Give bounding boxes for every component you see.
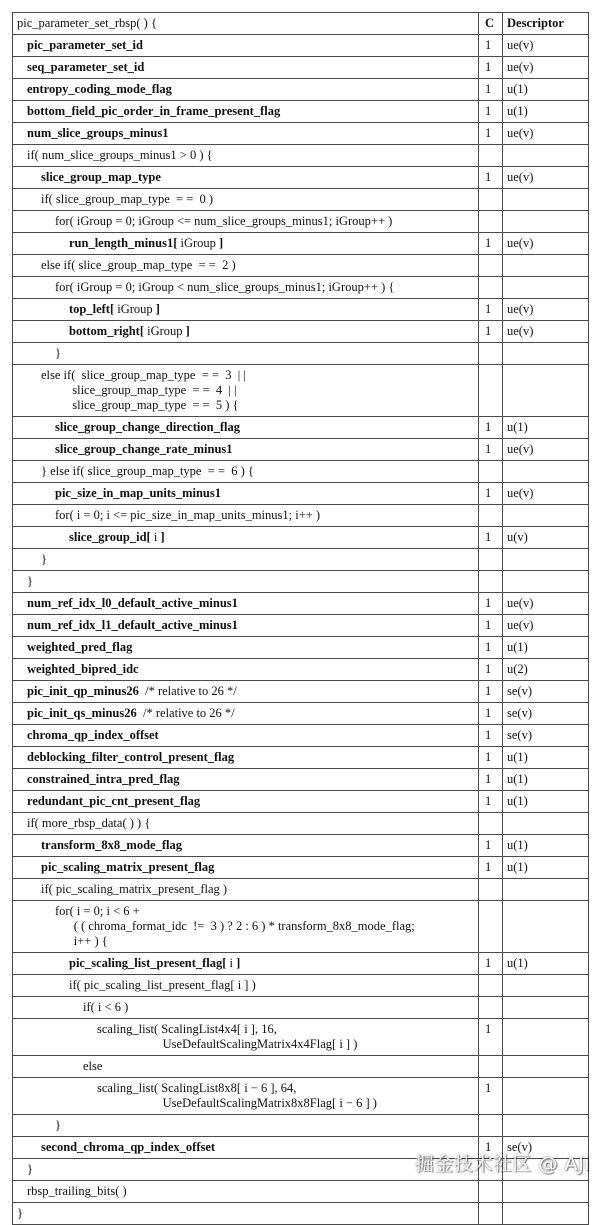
descriptor-cell: u(2) xyxy=(503,659,589,681)
category-cell xyxy=(479,1203,503,1225)
syntax-cell xyxy=(13,879,479,901)
category-cell xyxy=(479,1056,503,1078)
descriptor-cell: se(v) xyxy=(503,681,589,703)
table-row xyxy=(13,255,589,277)
syntax-table xyxy=(12,12,589,1225)
syntax-element-name: weighted_bipred_idc xyxy=(27,662,139,676)
category-cell: 1 xyxy=(479,725,503,747)
category-cell: 1 xyxy=(479,615,503,637)
syntax-element-name: pic_init_qs_minus26 xyxy=(27,706,137,720)
descriptor-cell xyxy=(503,571,589,593)
syntax-element-name: ] xyxy=(155,302,160,316)
descriptor-cell xyxy=(503,1203,589,1225)
table-row xyxy=(13,299,589,321)
descriptor-cell xyxy=(503,813,589,835)
syntax-text: else if( slice_group_map_type = = 3 | | slice_group_map_type = = 4 | | slice_group_map_type = = 5 ) { xyxy=(41,368,246,412)
syntax-text: iGroup xyxy=(144,324,186,338)
syntax-element-name: redundant_pic_cnt_present_flag xyxy=(27,794,201,808)
syntax-element-name: ] xyxy=(185,324,190,338)
syntax-cell xyxy=(13,461,479,483)
category-cell: 1 xyxy=(479,79,503,101)
table-row xyxy=(13,483,589,505)
syntax-cell xyxy=(13,145,479,167)
table-row xyxy=(13,879,589,901)
category-cell xyxy=(479,365,503,417)
table-row xyxy=(13,681,589,703)
table-row xyxy=(13,1019,589,1056)
syntax-text: } xyxy=(55,346,61,360)
descriptor-cell xyxy=(503,255,589,277)
syntax-element-name: pic_scaling_matrix_present_flag xyxy=(41,860,215,874)
descriptor-cell: ue(v) xyxy=(503,167,589,189)
syntax-cell xyxy=(13,747,479,769)
table-row xyxy=(13,593,589,615)
table-row xyxy=(13,549,589,571)
syntax-element-name: ] xyxy=(160,530,165,544)
syntax-cell xyxy=(13,1019,479,1056)
category-cell: 1 xyxy=(479,659,503,681)
descriptor-cell xyxy=(503,1181,589,1203)
syntax-cell xyxy=(13,813,479,835)
syntax-text: for( iGroup = 0; iGroup < num_slice_groups_minus1; iGroup++ ) { xyxy=(55,280,395,294)
table-row xyxy=(13,461,589,483)
descriptor-cell xyxy=(503,975,589,997)
descriptor-cell: u(1) xyxy=(503,637,589,659)
category-cell: 1 xyxy=(479,1019,503,1056)
table-row xyxy=(13,527,589,549)
table-row xyxy=(13,343,589,365)
syntax-element-name: run_length_minus1[ xyxy=(69,236,178,250)
syntax-text: else if( slice_group_map_type = = 2 ) xyxy=(41,258,236,272)
syntax-cell xyxy=(13,439,479,461)
syntax-cell xyxy=(13,211,479,233)
category-cell xyxy=(479,145,503,167)
table-row xyxy=(13,439,589,461)
syntax-element-name: transform_8x8_mode_flag xyxy=(41,838,182,852)
syntax-cell xyxy=(13,79,479,101)
syntax-cell xyxy=(13,299,479,321)
descriptor-cell: ue(v) xyxy=(503,233,589,255)
syntax-text: if( more_rbsp_data( ) ) { xyxy=(27,816,151,830)
syntax-element-name: num_slice_groups_minus1 xyxy=(27,126,169,140)
syntax-text: for( i = 0; i <= pic_size_in_map_units_minus1; i++ ) xyxy=(55,508,321,522)
category-cell: 1 xyxy=(479,703,503,725)
category-cell xyxy=(479,901,503,953)
syntax-text: if( num_slice_groups_minus1 > 0 ) { xyxy=(27,148,213,162)
category-cell: 1 xyxy=(479,593,503,615)
descriptor-cell xyxy=(503,189,589,211)
descriptor-cell xyxy=(503,901,589,953)
syntax-cell xyxy=(13,343,479,365)
table-row xyxy=(13,1115,589,1137)
table-row xyxy=(13,189,589,211)
category-cell: 1 xyxy=(479,321,503,343)
table-row xyxy=(13,1056,589,1078)
table-row xyxy=(13,615,589,637)
descriptor-cell: ue(v) xyxy=(503,483,589,505)
syntax-text: iGroup xyxy=(177,236,220,250)
descriptor-cell: u(1) xyxy=(503,953,589,975)
table-row xyxy=(13,901,589,953)
syntax-cell xyxy=(13,1181,479,1203)
table-row xyxy=(13,1181,589,1203)
syntax-element-name: entropy_coding_mode_flag xyxy=(27,82,172,96)
table-row xyxy=(13,813,589,835)
table-row xyxy=(13,791,589,813)
syntax-cell xyxy=(13,483,479,505)
table-row xyxy=(13,417,589,439)
category-cell: 1 xyxy=(479,417,503,439)
syntax-element-name: bottom_right[ xyxy=(69,324,144,338)
syntax-element-name: weighted_pred_flag xyxy=(27,640,133,654)
category-cell: 1 xyxy=(479,299,503,321)
table-row xyxy=(13,211,589,233)
category-cell xyxy=(479,277,503,299)
table-row xyxy=(13,725,589,747)
descriptor-cell xyxy=(503,879,589,901)
category-cell xyxy=(479,211,503,233)
category-cell: 1 xyxy=(479,483,503,505)
category-cell xyxy=(479,549,503,571)
syntax-cell xyxy=(13,901,479,953)
syntax-text: if( pic_scaling_list_present_flag[ i ] ) xyxy=(69,978,256,992)
table-row xyxy=(13,57,589,79)
syntax-element-name: slice_group_change_direction_flag xyxy=(55,420,240,434)
syntax-element-name: slice_group_map_type xyxy=(41,170,161,184)
header-syntax: pic_parameter_set_rbsp( ) { xyxy=(13,13,479,35)
descriptor-cell xyxy=(503,1078,589,1115)
syntax-cell xyxy=(13,615,479,637)
category-cell: 1 xyxy=(479,637,503,659)
syntax-text: } xyxy=(27,574,33,588)
syntax-text: } xyxy=(55,1118,61,1132)
category-cell: 1 xyxy=(479,769,503,791)
header-c: C xyxy=(479,13,503,35)
descriptor-cell xyxy=(503,1019,589,1056)
syntax-cell xyxy=(13,549,479,571)
table-row xyxy=(13,975,589,997)
table-row xyxy=(13,233,589,255)
syntax-cell xyxy=(13,101,479,123)
table-row xyxy=(13,857,589,879)
table-row xyxy=(13,505,589,527)
descriptor-cell: ue(v) xyxy=(503,321,589,343)
category-cell: 1 xyxy=(479,1137,503,1159)
table-row xyxy=(13,365,589,417)
table-row xyxy=(13,123,589,145)
syntax-cell xyxy=(13,997,479,1019)
syntax-text: if( pic_scaling_matrix_present_flag ) xyxy=(41,882,228,896)
table-body xyxy=(13,13,589,1225)
descriptor-cell: se(v) xyxy=(503,725,589,747)
category-cell xyxy=(479,505,503,527)
category-cell xyxy=(479,879,503,901)
category-cell: 1 xyxy=(479,439,503,461)
descriptor-cell xyxy=(503,505,589,527)
category-cell xyxy=(479,1115,503,1137)
syntax-cell xyxy=(13,769,479,791)
descriptor-cell xyxy=(503,145,589,167)
syntax-element-name: num_ref_idx_l0_default_active_minus1 xyxy=(27,596,238,610)
category-cell: 1 xyxy=(479,953,503,975)
descriptor-cell: ue(v) xyxy=(503,35,589,57)
syntax-element-name: constrained_intra_pred_flag xyxy=(27,772,180,786)
syntax-cell xyxy=(13,57,479,79)
table-row xyxy=(13,571,589,593)
category-cell: 1 xyxy=(479,35,503,57)
category-cell: 1 xyxy=(479,1078,503,1115)
syntax-element-name: pic_parameter_set_id xyxy=(27,38,143,52)
syntax-cell xyxy=(13,255,479,277)
syntax-text: i xyxy=(226,956,237,970)
syntax-text: /* relative to 26 */ xyxy=(136,706,235,720)
category-cell: 1 xyxy=(479,57,503,79)
syntax-cell xyxy=(13,953,479,975)
table-row xyxy=(13,321,589,343)
syntax-text: } xyxy=(27,1162,33,1176)
descriptor-cell: ue(v) xyxy=(503,593,589,615)
table-row xyxy=(13,277,589,299)
syntax-element-name: slice_group_change_rate_minus1 xyxy=(55,442,233,456)
syntax-cell xyxy=(13,1056,479,1078)
descriptor-cell: se(v) xyxy=(503,703,589,725)
descriptor-cell: ue(v) xyxy=(503,615,589,637)
syntax-cell xyxy=(13,505,479,527)
syntax-cell xyxy=(13,791,479,813)
table-row xyxy=(13,637,589,659)
descriptor-cell: ue(v) xyxy=(503,123,589,145)
descriptor-cell xyxy=(503,211,589,233)
syntax-cell xyxy=(13,1115,479,1137)
descriptor-cell xyxy=(503,1115,589,1137)
table-row xyxy=(13,953,589,975)
syntax-cell xyxy=(13,637,479,659)
category-cell: 1 xyxy=(479,681,503,703)
descriptor-cell: u(1) xyxy=(503,791,589,813)
syntax-element-name: ] xyxy=(236,956,241,970)
category-cell: 1 xyxy=(479,791,503,813)
syntax-text: for( i = 0; i < 6 + ( ( chroma_format_idc != 3 ) ? 2 : 6 ) * transform_8x8_mode_flag; i++ ) { xyxy=(55,904,415,948)
syntax-cell xyxy=(13,703,479,725)
syntax-element-name: second_chroma_qp_index_offset xyxy=(41,1140,216,1154)
descriptor-cell: u(1) xyxy=(503,101,589,123)
syntax-text: } xyxy=(17,1206,23,1220)
table-row xyxy=(13,747,589,769)
header-row xyxy=(13,13,589,35)
syntax-cell xyxy=(13,123,479,145)
syntax-cell xyxy=(13,835,479,857)
syntax-element-name: pic_scaling_list_present_flag[ xyxy=(69,956,227,970)
syntax-cell xyxy=(13,277,479,299)
category-cell xyxy=(479,813,503,835)
descriptor-cell xyxy=(503,549,589,571)
table-row xyxy=(13,703,589,725)
descriptor-cell: u(1) xyxy=(503,79,589,101)
syntax-cell xyxy=(13,593,479,615)
syntax-cell xyxy=(13,1203,479,1225)
table-row xyxy=(13,145,589,167)
category-cell xyxy=(479,997,503,1019)
syntax-text: if( slice_group_map_type = = 0 ) xyxy=(41,192,214,206)
syntax-cell xyxy=(13,571,479,593)
syntax-cell xyxy=(13,35,479,57)
syntax-text: scaling_list( ScalingList4x4[ i ], 16, UseDefaultScalingMatrix4x4Flag[ i ] ) xyxy=(97,1022,358,1051)
descriptor-cell: u(1) xyxy=(503,417,589,439)
category-cell: 1 xyxy=(479,857,503,879)
syntax-cell xyxy=(13,417,479,439)
syntax-cell xyxy=(13,189,479,211)
syntax-text: rbsp_trailing_bits( ) xyxy=(27,1184,127,1198)
descriptor-cell: u(v) xyxy=(503,527,589,549)
syntax-element-name: pic_size_in_map_units_minus1 xyxy=(55,486,222,500)
syntax-cell xyxy=(13,725,479,747)
category-cell: 1 xyxy=(479,527,503,549)
table-row xyxy=(13,101,589,123)
syntax-cell xyxy=(13,975,479,997)
syntax-text: if( i < 6 ) xyxy=(83,1000,129,1014)
table-row xyxy=(13,835,589,857)
syntax-cell xyxy=(13,527,479,549)
descriptor-cell xyxy=(503,1056,589,1078)
descriptor-cell: u(1) xyxy=(503,769,589,791)
syntax-cell xyxy=(13,1159,479,1181)
syntax-text: for( iGroup = 0; iGroup <= num_slice_groups_minus1; iGroup++ ) xyxy=(55,214,393,228)
descriptor-cell xyxy=(503,365,589,417)
syntax-text: scaling_list( ScalingList8x8[ i − 6 ], 64, UseDefaultScalingMatrix8x8Flag[ i − 6 ] ) xyxy=(97,1081,377,1110)
category-cell xyxy=(479,461,503,483)
syntax-cell xyxy=(13,857,479,879)
descriptor-cell xyxy=(503,997,589,1019)
category-cell: 1 xyxy=(479,835,503,857)
descriptor-cell: ue(v) xyxy=(503,439,589,461)
category-cell xyxy=(479,1181,503,1203)
syntax-element-name: slice_group_id[ xyxy=(69,530,151,544)
table-row xyxy=(13,79,589,101)
descriptor-cell: u(1) xyxy=(503,857,589,879)
descriptor-cell: u(1) xyxy=(503,747,589,769)
syntax-element-name: pic_init_qp_minus26 xyxy=(27,684,139,698)
syntax-cell xyxy=(13,167,479,189)
category-cell: 1 xyxy=(479,123,503,145)
category-cell xyxy=(479,571,503,593)
descriptor-cell: ue(v) xyxy=(503,57,589,79)
syntax-element-name: seq_parameter_set_id xyxy=(27,60,145,74)
syntax-cell xyxy=(13,1137,479,1159)
category-cell xyxy=(479,975,503,997)
category-cell xyxy=(479,343,503,365)
table-row xyxy=(13,769,589,791)
descriptor-cell xyxy=(503,343,589,365)
category-cell xyxy=(479,189,503,211)
syntax-cell xyxy=(13,681,479,703)
descriptor-cell xyxy=(503,461,589,483)
table-row xyxy=(13,35,589,57)
syntax-cell xyxy=(13,659,479,681)
table-row xyxy=(13,167,589,189)
descriptor-cell: se(v) xyxy=(503,1137,589,1159)
category-cell xyxy=(479,255,503,277)
syntax-element-name: chroma_qp_index_offset xyxy=(27,728,159,742)
syntax-element-name: ] xyxy=(219,236,224,250)
descriptor-cell: ue(v) xyxy=(503,299,589,321)
category-cell: 1 xyxy=(479,101,503,123)
table-row xyxy=(13,1203,589,1225)
watermark: 掘金技术社区 @ AJi xyxy=(415,1153,590,1175)
syntax-element-name: num_ref_idx_l1_default_active_minus1 xyxy=(27,618,238,632)
syntax-text: i xyxy=(150,530,161,544)
syntax-cell xyxy=(13,321,479,343)
syntax-element-name: top_left[ xyxy=(69,302,115,316)
syntax-text: } else if( slice_group_map_type = = 6 ) { xyxy=(41,464,254,478)
table-row xyxy=(13,997,589,1019)
syntax-element-name: deblocking_filter_control_present_flag xyxy=(27,750,235,764)
descriptor-cell: u(1) xyxy=(503,835,589,857)
syntax-element-name: bottom_field_pic_order_in_frame_present_flag xyxy=(27,104,281,118)
syntax-text: else xyxy=(83,1059,103,1073)
table-row xyxy=(13,1078,589,1115)
syntax-cell xyxy=(13,365,479,417)
syntax-cell xyxy=(13,1078,479,1115)
syntax-text: /* relative to 26 */ xyxy=(138,684,237,698)
syntax-cell xyxy=(13,233,479,255)
descriptor-cell xyxy=(503,277,589,299)
category-cell: 1 xyxy=(479,233,503,255)
category-cell: 1 xyxy=(479,747,503,769)
syntax-text: iGroup xyxy=(114,302,156,316)
header-descriptor: Descriptor xyxy=(503,13,589,35)
syntax-text: } xyxy=(41,552,47,566)
category-cell: 1 xyxy=(479,167,503,189)
table-row xyxy=(13,659,589,681)
